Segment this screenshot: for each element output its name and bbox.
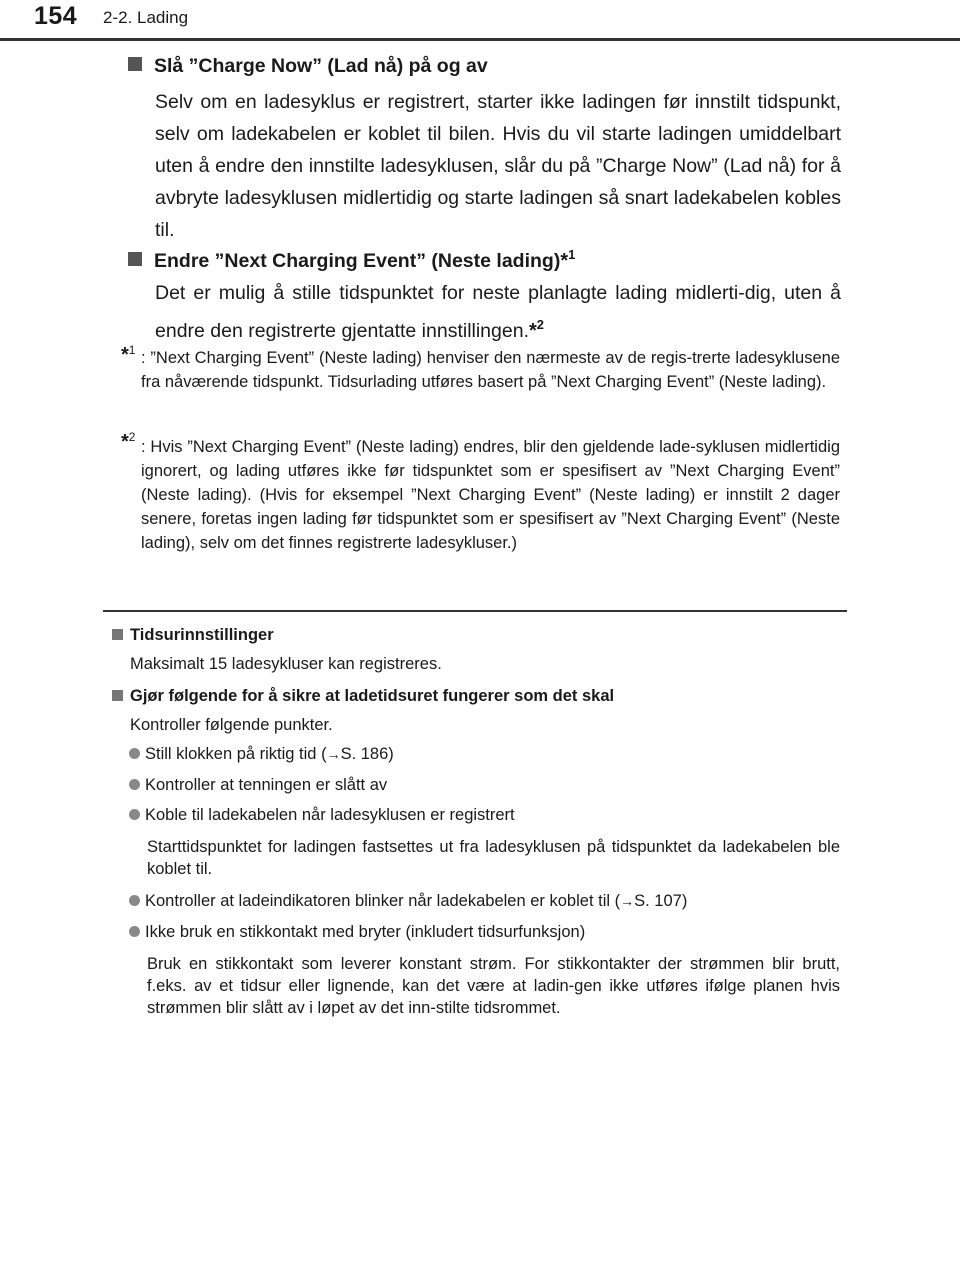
checks-heading: Gjør følgende for å sikre at ladetidsuret fungerer som det skal [112, 685, 614, 707]
list-item: Kontroller at tenningen er slått av [129, 774, 387, 796]
footnote-text: : Hvis ”Next Charging Event” (Neste lading) endres, blir den gjeldende lade-syklusen midlertidig ignorert, og lading utføres ikke før tidspunktet som er spesifisert av ”Next Charging Event” (Neste lading). (Hvis for eksempel ”Next Charging Event” (Neste lading) er innstilt 2 dager senere, foretas ingen lading før tidspunktet som er spesifisert av ”Next Charging Event” (Neste lading), selv om det finnes registrerte ladesykluser.) [141, 438, 840, 552]
arrow-right-icon: → [326, 746, 341, 762]
charge-now-body: Selv om en ladesyklus er registrert, starter ikke ladingen før innstilt tidspunkt, selv om ladekabelen er koblet til bilen. Hvis du vil starte ladingen umiddelbart uten å endre den innstilte ladesyklusen, slår du på ”Charge Now” (Lad nå) for å avbryte ladesyklusen midlertidig og starte ladingen så snart ladekabelen kobles til. [155, 91, 841, 241]
footnote-text: : ”Next Charging Event” (Neste lading) henviser den nærmeste av de regis-trerte ladesyklusene fra nåværende tidspunkt. Tidsurlading utføres basert på ”Next Charging Event” (Neste lading). [141, 349, 840, 391]
list-item: Kontroller at ladeindikatoren blinker når ladekabelen er koblet til (→S. 107) [129, 890, 687, 912]
square-bullet-icon [128, 252, 142, 266]
charge-now-heading: Slå ”Charge Now” (Lad nå) på og av [128, 53, 488, 79]
section-divider [103, 610, 847, 612]
list-item: Still klokken på riktig tid (→S. 186) [129, 743, 394, 765]
footnote-marker: *$^2$ [121, 430, 136, 453]
section-label: 2-2. Lading [103, 8, 189, 27]
round-bullet-icon [129, 779, 140, 790]
list-item-detail: Starttidspunktet for ladingen fastsettes ut fra ladesyklusen på tidspunktet da ladekabelen ble koblet til. [147, 838, 840, 878]
footnote-ref: 1 [568, 247, 576, 262]
square-bullet-icon [112, 690, 123, 701]
round-bullet-icon [129, 895, 140, 906]
round-bullet-icon [129, 926, 140, 937]
square-bullet-icon [112, 629, 123, 640]
arrow-right-icon: → [620, 893, 635, 909]
list-item: Ikke bruk en stikkontakt med bryter (inkludert tidsurfunksjon) [129, 921, 585, 943]
round-bullet-icon [129, 809, 140, 820]
checks-intro: Kontroller følgende punkter. [130, 716, 333, 734]
page-reference-link[interactable]: S. 107) [634, 892, 688, 910]
header-rule [0, 38, 960, 41]
round-bullet-icon [129, 748, 140, 759]
next-event-body: Det er mulig å stille tidspunktet for neste planlagte lading midlerti-dig, uten å endre den registrerte gjentatte innstillingen.*$^2$ [155, 282, 841, 342]
square-bullet-icon [128, 57, 142, 71]
page-reference-link[interactable]: S. 186) [340, 745, 394, 763]
next-event-heading: Endre ”Next Charging Event” (Neste lading)*$^1$ [128, 242, 575, 274]
timer-settings-text: Maksimalt 15 ladesykluser kan registreres. [130, 655, 442, 673]
footnote-ref: 2 [536, 317, 545, 332]
list-item: Koble til ladekabelen når ladesyklusen er registrert [129, 804, 515, 826]
timer-settings-heading: Tidsurinnstillinger [112, 624, 274, 646]
list-item-detail: Bruk en stikkontakt som leverer konstant strøm. For stikkontakter der strømmen blir brutt, f.eks. av et tidsur eller lignende, kan det være at ladin-gen ikke utføres ifølge planen hvis strømmen blir slått av i løpet av det inn-stilte tidsrommet. [147, 955, 840, 1017]
footnote-marker: *$^1$ [121, 343, 136, 366]
page-number: 154 [34, 2, 78, 30]
